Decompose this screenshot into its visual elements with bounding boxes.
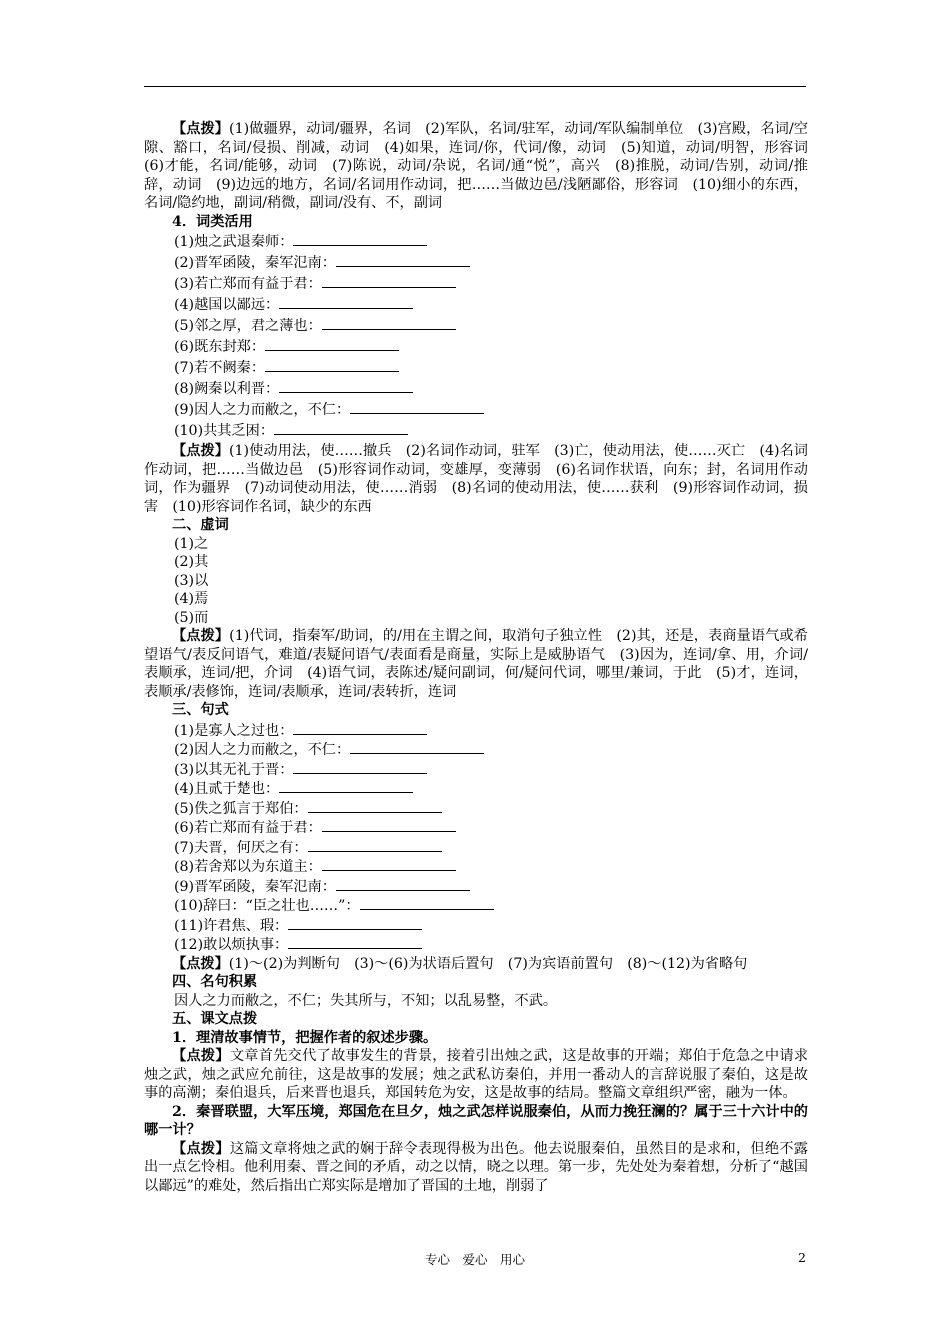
note-text: 这篇文章将烛之武的娴于辞令表现得极为出色。他去说服秦伯，虽然目的是求和，但绝不露出一点乞怜相。他利用秦、晋之间的矛盾，动之以情，晓之以理。第一步，先处处为秦着想，分析了“越国以鄙远”的难处，然后指出亡郑实际是增加了晋国的土地，削弱了 [144, 1140, 808, 1194]
answer-blank[interactable] [288, 935, 422, 949]
exercise-item: (1)是寡人之过也： [144, 721, 808, 741]
page-footer [144, 1250, 806, 1268]
document-body [144, 120, 823, 1195]
answer-blank[interactable] [288, 916, 422, 930]
answer-blank[interactable] [265, 358, 399, 372]
list-item: (2)其 [174, 554, 209, 570]
section-heading: 二、虚词 [172, 517, 229, 533]
answer-blank[interactable] [293, 760, 427, 774]
note-text: (1)～(2)为判断句 (3)～(6)为状语后置句 (7)为宾语前置句 (8)～(12)为省略句 [228, 955, 748, 972]
exercise-item: (12)敢以烦执事： [144, 935, 808, 955]
exercise-item: (7)夫晋，何厌之有： [144, 838, 808, 858]
answer-blank[interactable] [322, 857, 456, 871]
note-paragraph [144, 1047, 808, 1103]
exercise-item: (9)因人之力而敝之，不仁： [144, 400, 808, 420]
note-label: 【点拨】 [172, 1140, 230, 1157]
note-text: (1)做疆界，动词/疆界，名词 (2)军队，名词/驻军，动词/军队编制单位 (3)宫殿，名词/空隙、豁口，名词/侵损、削减，动词 (4)如果，连词/你，代词/像，动词 (5)知道，动词/明智，形容词 (6)才能，名词/能够，动词 (7)陈说，动词/杂说，名词/通“悦”，高兴 (8)推脱，动词/告别，动词/推辞，动词 (9)边远的地方，名词/名词用作动词，把……当做边邑/浅陋鄙俗，形容词 (10)细小的东西，名词/隐约地，副词/稍微，副词/没有、不，副词 [144, 121, 823, 211]
exercise-list [144, 232, 808, 441]
list-item: (1)之 [174, 535, 209, 552]
list-item: (4)焉 [174, 591, 209, 607]
note-text: 文章首先交代了故事发生的背景，接着引出烛之武，这是故事的开端；郑伯于危急之中请求烛之武，烛之武应允前往，这是故事的发展；烛之武私访秦伯，并用一番动人的言辞说服了秦伯，这是故事的高潮；秦伯退兵，后来晋也退兵，郑国转危为安，这是故事的结局。整篇文章组织严密，融为一体。 [144, 1048, 808, 1101]
section-heading: 三、句式 [172, 702, 229, 718]
question: 2．秦晋联盟，大军压境，郑国危在旦夕，烛之武怎样说服秦伯，从而力挽狂澜的？属于三十六计中的哪一计？ [144, 1103, 808, 1138]
exercise-item: (6)若亡郑而有益于君： [144, 818, 808, 838]
note-label: 【点拨】 [172, 443, 229, 459]
note-text: (1)代词，指秦军/助词，的/用在主谓之间，取消句子独立性 (2)其，还是，表商量语气或希望语气/表反问语气，难道/表疑问语气/表面看是商量，实际上是威胁语气 (3)因为，连词/拿、用，介词/表顺承，连词/把，介词 (4)语气词，表陈述/疑问副词，何/疑问代词，哪里/兼词，于此 (5)才，连词，表顺承/表修饰，连词/表顺承，连词/表转折，连词 [144, 628, 808, 700]
note-label: 【点拨】 [172, 1048, 230, 1064]
answer-blank[interactable] [336, 253, 470, 267]
note-paragraph [144, 1140, 808, 1196]
exercise-item: (4)且贰于楚也： [144, 779, 808, 799]
exercise-item: (9)晋军函陵，秦军氾南： [144, 877, 808, 897]
note-paragraph [144, 955, 808, 974]
exercise-item: (6)既东封郑： [144, 337, 808, 357]
answer-blank[interactable] [308, 838, 442, 852]
answer-blank[interactable] [322, 274, 456, 288]
note-label: 【点拨】 [172, 955, 229, 972]
answer-blank[interactable] [293, 721, 427, 735]
list-item: (3)以 [174, 572, 209, 589]
note-label: 【点拨】 [172, 628, 230, 644]
exercise-item: (11)许君焦、瑕： [144, 916, 808, 936]
answer-blank[interactable] [265, 337, 399, 351]
exercise-list [144, 721, 808, 955]
answer-blank[interactable] [274, 421, 408, 435]
page-number: 2 [798, 1250, 806, 1265]
answer-blank[interactable] [322, 818, 456, 832]
exercise-item: (4)越国以鄙远： [144, 295, 808, 315]
note-paragraph [144, 627, 808, 701]
exercise-item: (8)阙秦以利晋： [144, 379, 808, 399]
answer-blank[interactable] [279, 295, 413, 309]
exercise-item: (1)烛之武退秦师： [144, 232, 808, 252]
answer-blank[interactable] [322, 316, 456, 330]
exercise-item: (7)若不阙秦： [144, 358, 808, 378]
answer-blank[interactable] [279, 779, 413, 793]
exercise-item: (2)因人之力而敝之，不仁： [144, 740, 808, 760]
section-heading: 4．词类活用 [172, 213, 253, 230]
section-heading: 四、名句积累 [172, 974, 258, 990]
answer-blank[interactable] [360, 896, 494, 910]
answer-blank[interactable] [350, 740, 484, 754]
exercise-item: (3)若亡郑而有益于君： [144, 274, 808, 294]
exercise-item: (2)晋军函陵，秦军氾南： [144, 253, 808, 273]
answer-blank[interactable] [279, 379, 413, 393]
section-heading: 五、课文点拨 [172, 1011, 258, 1027]
note-paragraph [144, 442, 808, 516]
famous-quote: 因人之力而敝之，不仁；失其所与，不知；以乱易整，不武。 [174, 992, 558, 1009]
answer-blank[interactable] [350, 400, 484, 414]
note-label: 【点拨】 [172, 121, 230, 137]
exercise-item: (5)佚之狐言于郑伯： [144, 799, 808, 819]
exercise-item: (3)以其无礼于晋： [144, 760, 808, 780]
question: 1．理清故事情节，把握作者的叙述步骤。 [172, 1029, 438, 1046]
answer-blank[interactable] [293, 232, 427, 246]
answer-blank[interactable] [308, 799, 442, 813]
footer-motto: 专心 爱心 用心 [424, 1252, 525, 1267]
note-text: (1)使动用法，使……撤兵 (2)名词作动词，驻军 (3)亡，使动用法，使……灭亡 (4)名词作动词，把……当做边邑 (5)形容词作动词，变雄厚，变薄弱 (6)名词作状语，向东；封，名词用作动词，作为疆界 (7)动词使动用法，使……消弱 (8)名词的使动用法，使……获利 (9)形容词作动词，损害 (10)形容词作名词，缺少的东西 [144, 443, 808, 515]
answer-blank[interactable] [336, 877, 470, 891]
exercise-item: (10)辞曰：“臣之壮也……”： [144, 896, 808, 916]
note-paragraph [144, 120, 823, 213]
exercise-item: (5)邻之厚，君之薄也： [144, 316, 808, 336]
exercise-item: (8)若舍郑以为东道主： [144, 857, 808, 877]
exercise-item: (10)共其乏困： [144, 421, 808, 441]
header-rule [144, 86, 806, 87]
list-item: (5)而 [174, 609, 209, 626]
